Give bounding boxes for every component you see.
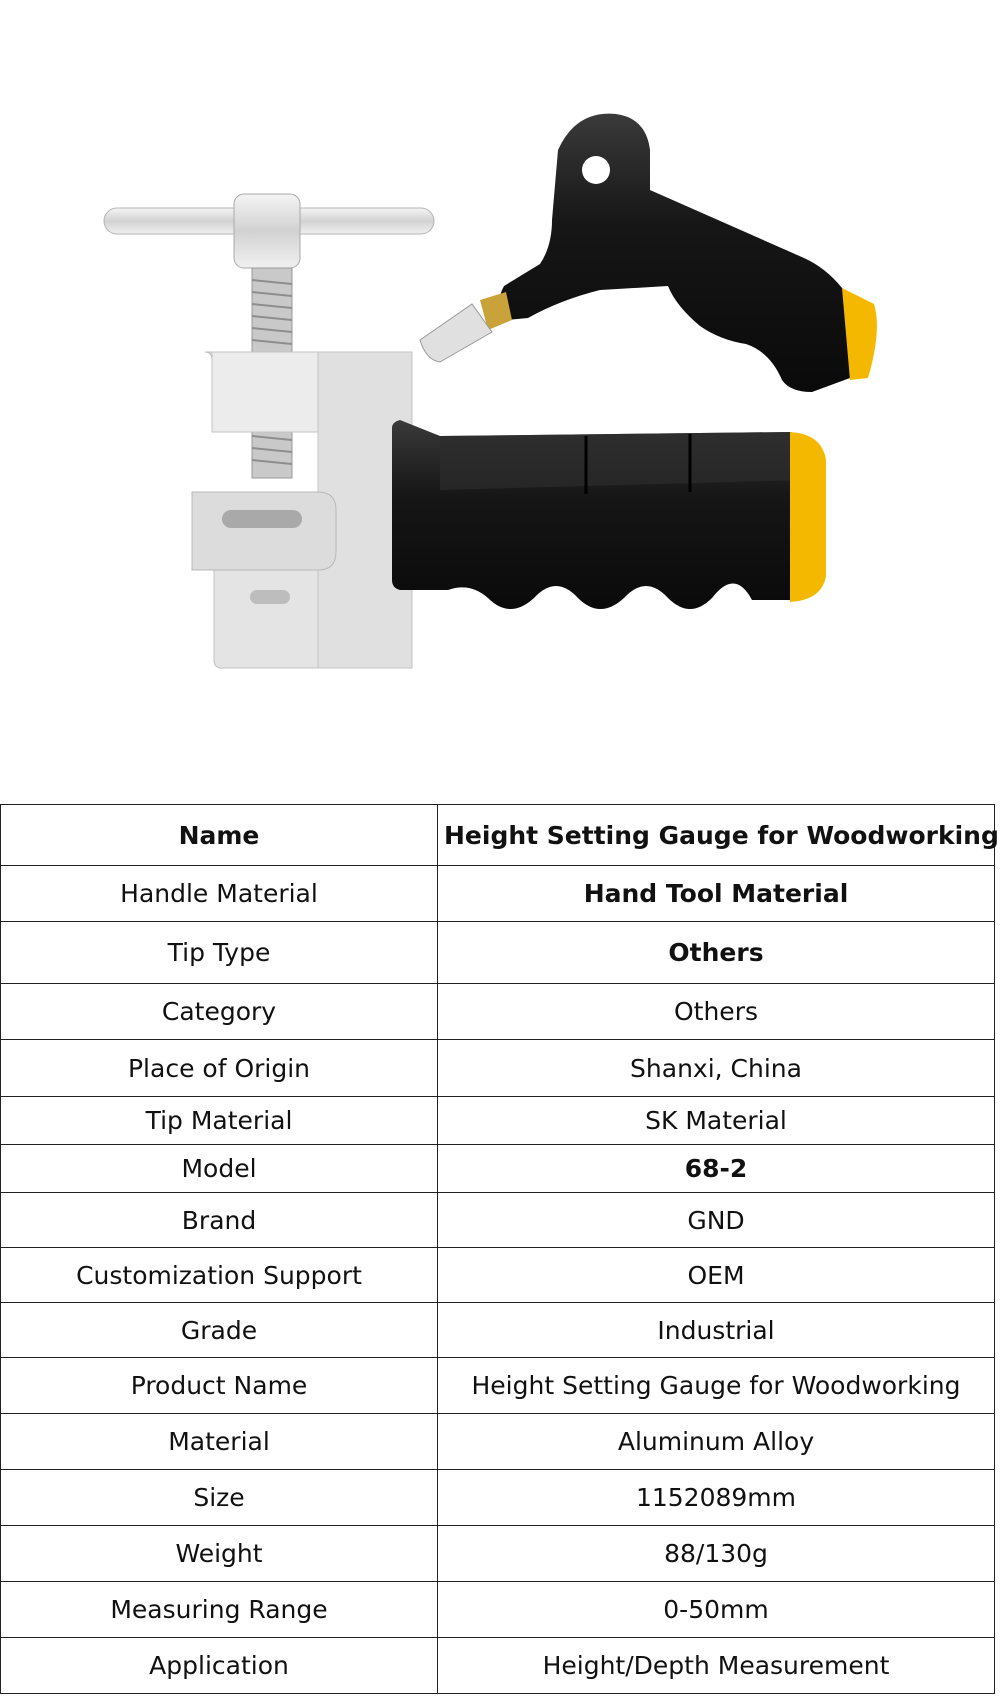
spec-value: Shanxi, China (438, 1040, 995, 1097)
spec-row (1, 1638, 995, 1694)
spec-row (1, 1582, 995, 1638)
spec-value: Hand Tool Material (438, 866, 995, 922)
spec-value: Industrial (438, 1303, 995, 1358)
spec-key: Weight (1, 1526, 438, 1582)
spec-value: 88/130g (438, 1526, 995, 1582)
spec-value: Height/Depth Measurement (438, 1638, 995, 1694)
spec-key: Grade (1, 1303, 438, 1358)
spec-row (1, 1470, 995, 1526)
spec-row (1, 1193, 995, 1248)
spec-value: 0-50mm (438, 1582, 995, 1638)
spec-key: Place of Origin (1, 1040, 438, 1097)
spec-key: Brand (1, 1193, 438, 1248)
spec-key: Application (1, 1638, 438, 1694)
spec-row (1, 1358, 995, 1414)
spec-row (1, 1414, 995, 1470)
spec-row (1, 1526, 995, 1582)
spec-key: Tip Material (1, 1097, 438, 1145)
spec-row (1, 1040, 995, 1097)
glass-cutter (420, 114, 877, 392)
spec-row (1, 1303, 995, 1358)
t-bar-handle (104, 194, 434, 268)
spec-key: Handle Material (1, 866, 438, 922)
spec-header-value: Height Setting Gauge for Woodworking (438, 805, 995, 866)
spec-value: Others (438, 984, 995, 1040)
clamp-body (192, 352, 412, 668)
spec-row (1, 984, 995, 1040)
spec-value: GND (438, 1193, 995, 1248)
spec-key: Model (1, 1145, 438, 1193)
spec-value: SK Material (438, 1097, 995, 1145)
spec-key: Material (1, 1414, 438, 1470)
spec-row (1, 1097, 995, 1145)
spec-row (1, 1145, 995, 1193)
product-photo (0, 0, 1000, 800)
large-handle (392, 420, 826, 609)
spec-value: OEM (438, 1248, 995, 1303)
spec-value: Height Setting Gauge for Woodworking (438, 1358, 995, 1414)
spec-key: Measuring Range (1, 1582, 438, 1638)
spec-header-row (1, 805, 995, 866)
spec-value: 68-2 (438, 1145, 995, 1193)
spec-header-key: Name (1, 805, 438, 866)
spec-key: Product Name (1, 1358, 438, 1414)
spec-value: Others (438, 922, 995, 984)
spec-key: Customization Support (1, 1248, 438, 1303)
spec-key: Category (1, 984, 438, 1040)
spec-row (1, 922, 995, 984)
spec-row (1, 866, 995, 922)
spec-key: Size (1, 1470, 438, 1526)
spec-key: Tip Type (1, 922, 438, 984)
spec-value: 1152089mm (438, 1470, 995, 1526)
spec-table (0, 804, 999, 1694)
spec-value: Aluminum Alloy (438, 1414, 995, 1470)
spec-row (1, 1248, 995, 1303)
